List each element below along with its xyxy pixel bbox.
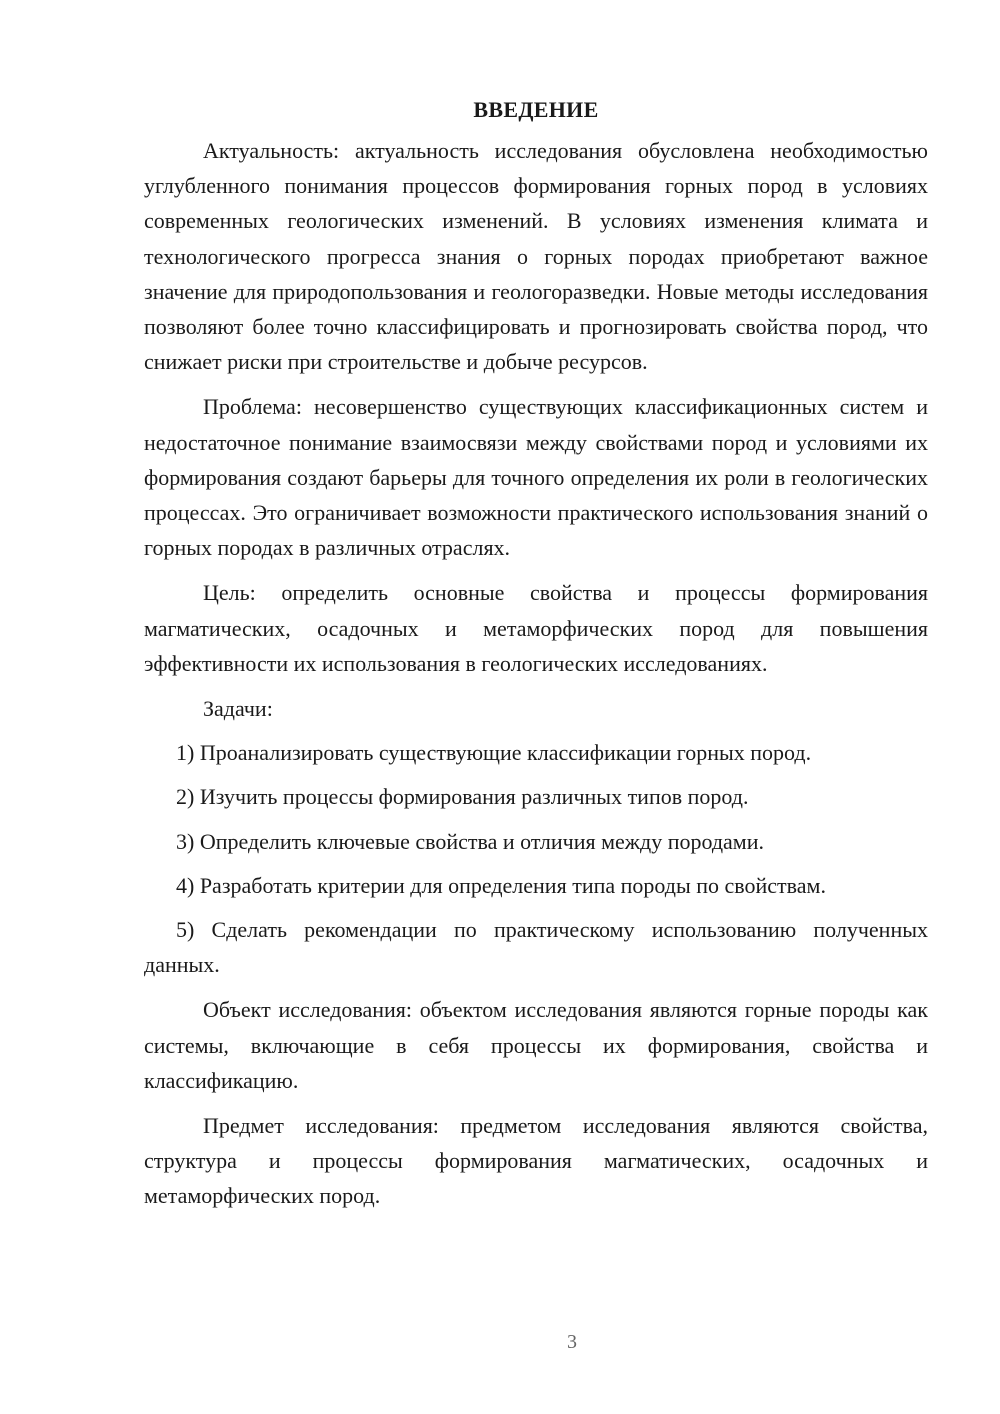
task-item: 2) Изучить процессы формирования различных типов пород. (176, 784, 749, 810)
tasks-label: Задачи: (203, 696, 273, 722)
task-item: 1) Проанализировать существующие классификации горных пород. (176, 740, 812, 766)
goal-paragraph: Цель: определить основные свойства и процессы формирования магматических, осадочных и метаморфических пород для повышения эффективности их использования в геологических исследованиях. (144, 580, 928, 676)
page-content (144, 92, 928, 1214)
task-item: 5) Сделать рекомендации по практическому использованию полученных данных. (144, 917, 928, 978)
page-title: ВВЕДЕНИЕ (473, 97, 599, 122)
task-item: 4) Разработать критерии для определения типа породы по свойствам. (176, 872, 826, 898)
object-paragraph: Объект исследования: объектом исследования являются горные породы как системы, включающие в себя процессы их формирования, свойства и классификацию. (144, 997, 928, 1093)
subject-paragraph: Предмет исследования: предметом исследования являются свойства, структура и процессы формирования магматических, осадочных и метаморфических пород. (144, 1113, 928, 1209)
problem-paragraph: Проблема: несовершенство существующих классификационных систем и недостаточное понимание взаимосвязи между свойствами пород и условиями их формирования создают барьеры для точного определения их роли в геологических процессах. Это ограничивает возможности практического использования знаний о горных породах в различных отраслях. (144, 394, 928, 561)
task-item: 3) Определить ключевые свойства и отличия между породами. (176, 828, 764, 854)
relevance-paragraph: Актуальность: актуальность исследования обусловлена необходимостью углубленного понимания процессов формирования горных пород в условиях современных геологических изменений. В условиях изменения климата и технологического прогресса знания о горных породах приобретают важное значение для природопользования и геологоразведки. Новые методы исследования позволяют более точно классифицировать и прогнозировать свойства пород, что снижает риски при строительстве и добыче ресурсов. (144, 138, 928, 375)
page-number: 3 (567, 1331, 577, 1353)
